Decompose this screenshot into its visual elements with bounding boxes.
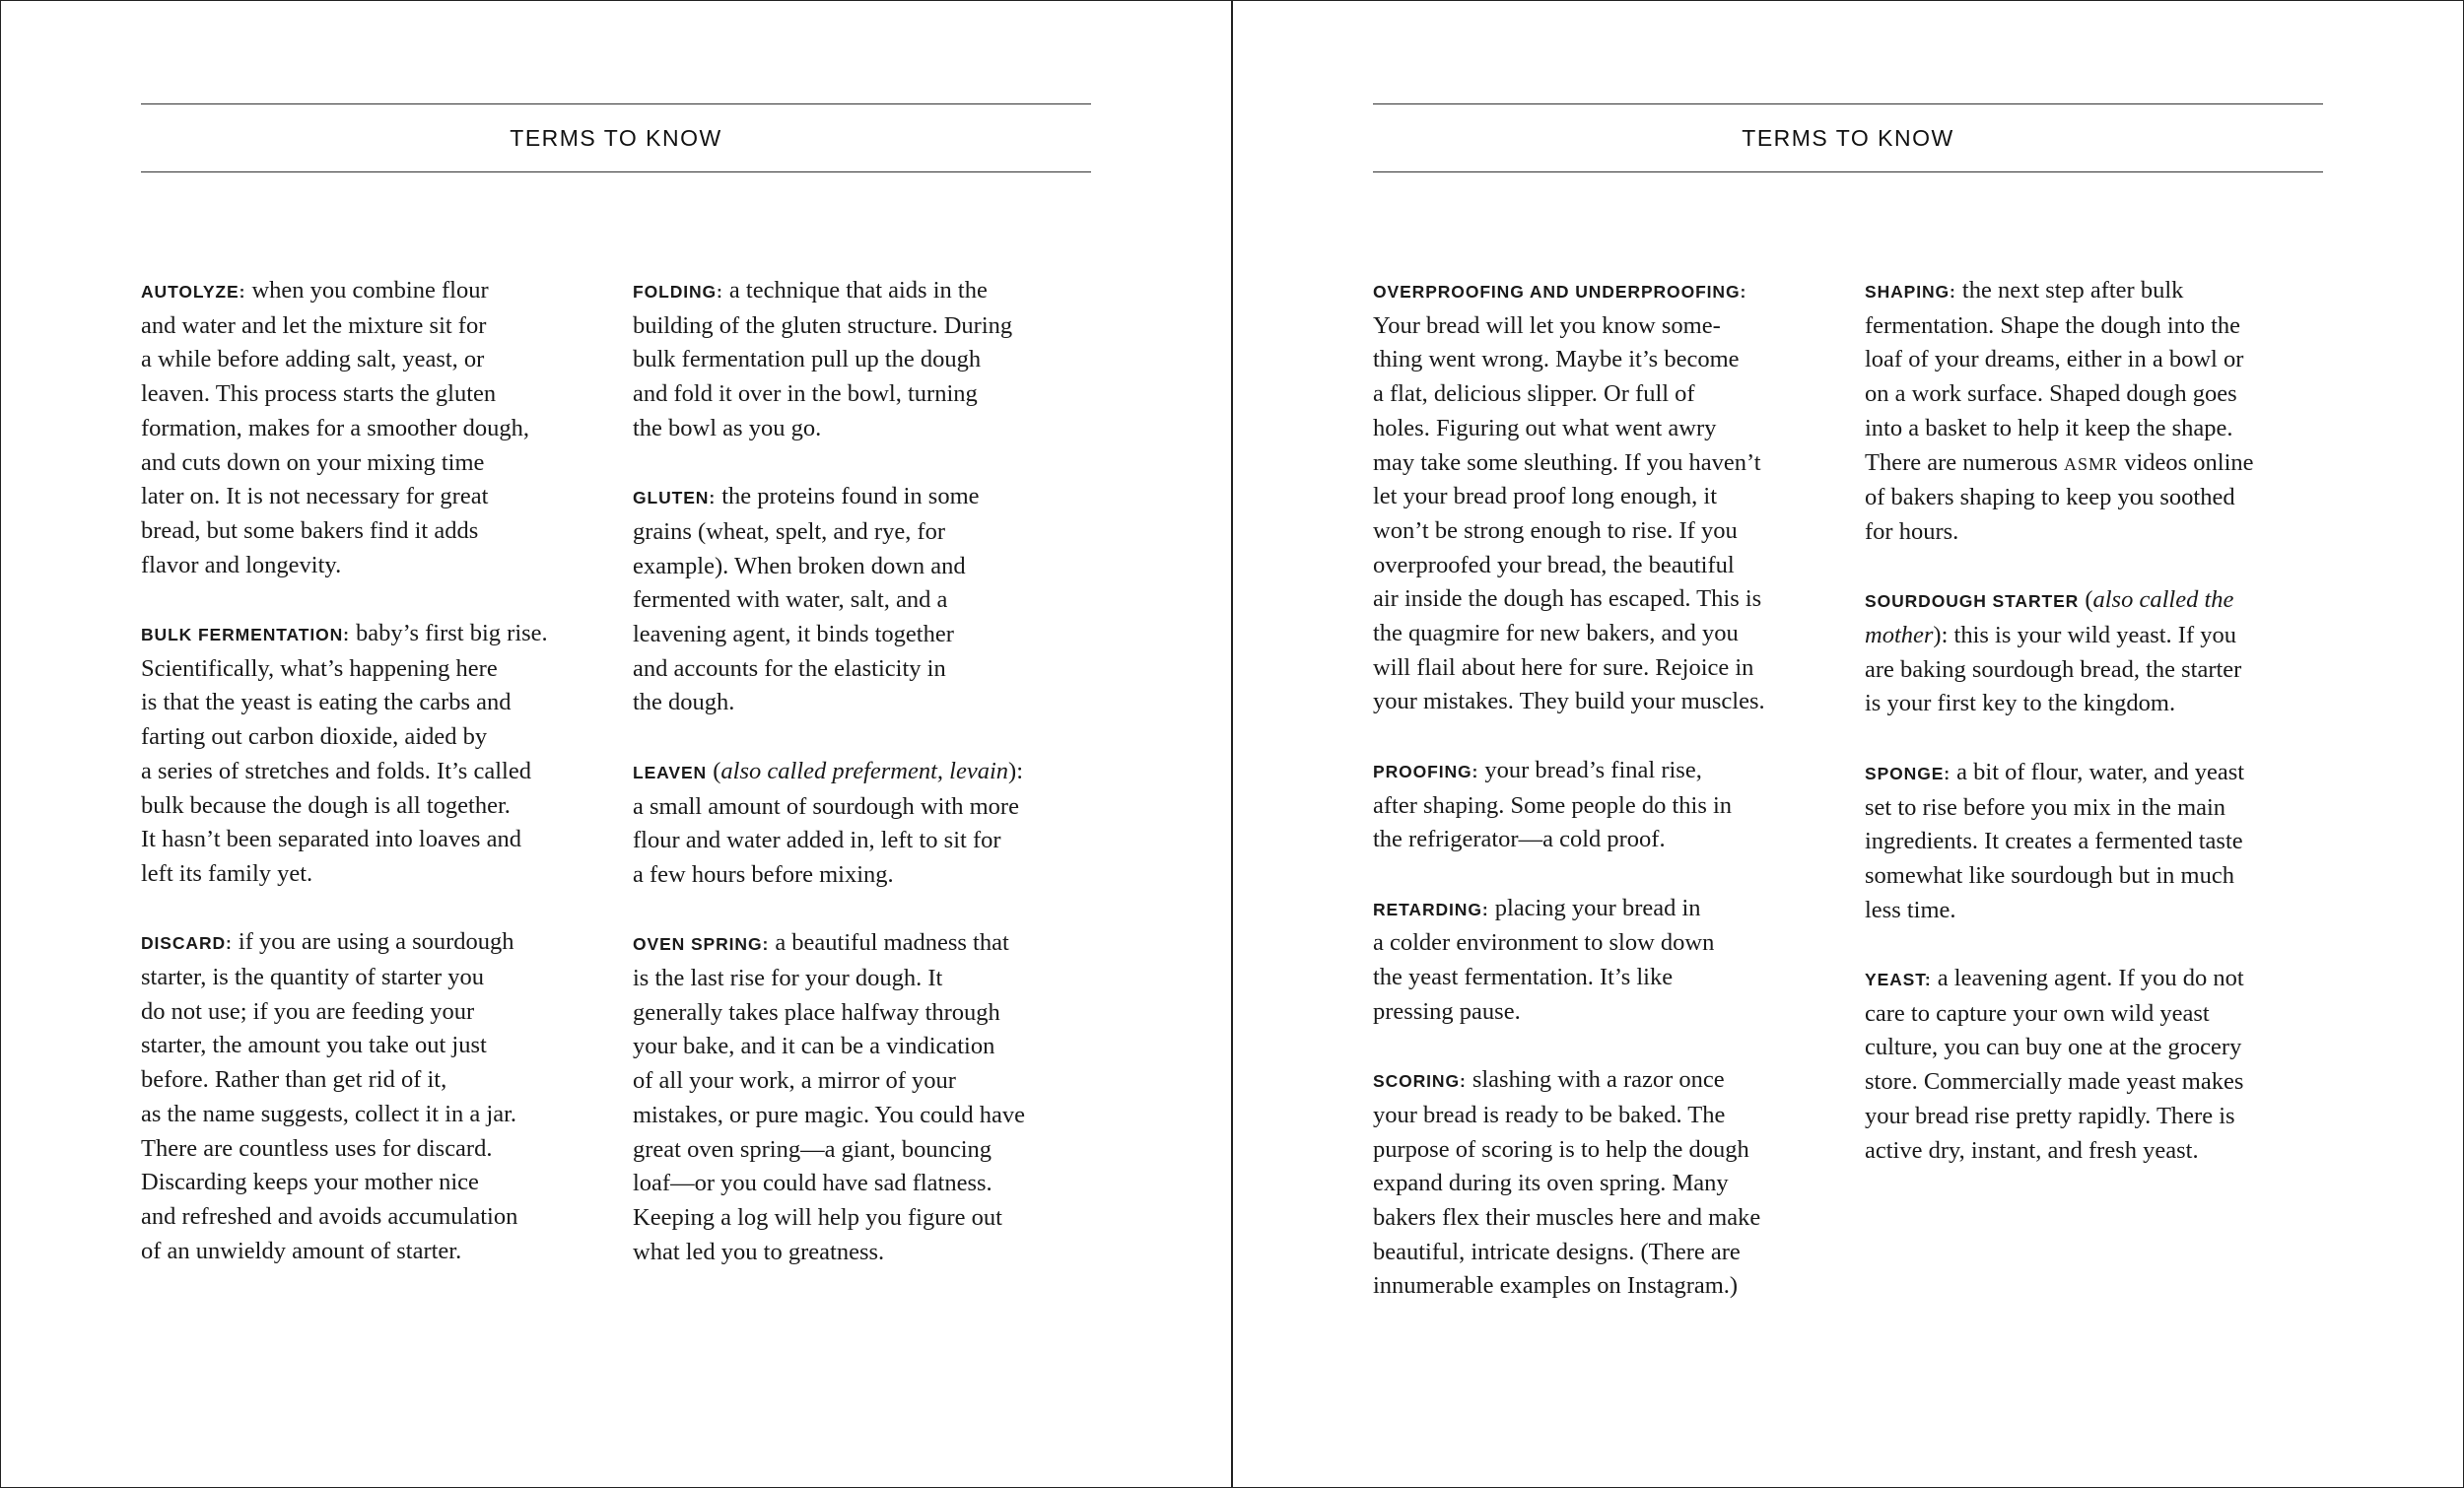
entry-autolyze bbox=[141, 274, 604, 582]
definition-line: bakers flex their muscles here and make bbox=[1373, 1203, 1761, 1231]
definition-line: a colder environment to slow down bbox=[1373, 929, 1715, 957]
definition-line: building of the gluten structure. During bbox=[633, 311, 1013, 339]
term-label: GLUTEN: bbox=[633, 488, 717, 508]
definition-line: fermentation. Shape the dough into the bbox=[1865, 311, 2241, 339]
definition-text: baby’s first big rise. bbox=[349, 620, 548, 647]
definition-line: as the name suggests, collect it in a jar. bbox=[141, 1100, 517, 1127]
also-called-text: also called preferment, levain bbox=[720, 757, 1009, 784]
definition-line: and water and let the mixture sit for bbox=[141, 311, 487, 339]
definition-line: culture, you can buy one at the grocery bbox=[1865, 1034, 2242, 1061]
left-column-1 bbox=[141, 274, 604, 1303]
entry-line bbox=[633, 755, 1096, 790]
definition-line: later on. It is not necessary for great bbox=[141, 483, 489, 510]
definition-line: formation, makes for a smoother dough, bbox=[141, 414, 529, 441]
definition-line: left its family yet. bbox=[141, 859, 313, 887]
definition-line: beautiful, intricate designs. (There are bbox=[1373, 1238, 1741, 1265]
definition-line: starter, is the quantity of starter you bbox=[141, 964, 485, 991]
definition-line: example). When broken down and bbox=[633, 552, 966, 579]
definition-line: of an unwieldy amount of starter. bbox=[141, 1237, 462, 1264]
definition-line: purpose of scoring is to help the dough bbox=[1373, 1135, 1749, 1163]
definition-line: a flat, delicious slipper. Or full of bbox=[1373, 380, 1695, 408]
entry-line bbox=[633, 926, 1096, 962]
definition-text: when you combine flour bbox=[245, 277, 489, 304]
definition-line: a while before adding salt, yeast, or bbox=[141, 346, 485, 373]
definition-text: slashing with a razor once bbox=[1466, 1066, 1725, 1094]
asmr-pre-text: There are numerous bbox=[1865, 448, 2065, 476]
entry-sourdough-starter bbox=[1865, 583, 2328, 721]
definition-line: innumerable examples on Instagram.) bbox=[1373, 1272, 1739, 1300]
entry-line bbox=[1865, 962, 2328, 997]
entry-line bbox=[141, 617, 604, 652]
right-page-header bbox=[1373, 103, 2323, 172]
definition-line: on a work surface. Shaped dough goes bbox=[1865, 380, 2237, 408]
entry-line bbox=[1865, 756, 2328, 791]
term-label: YEAST: bbox=[1865, 970, 1932, 990]
entry-discard bbox=[141, 925, 604, 1268]
definition-line: your bread is ready to be baked. The bbox=[1373, 1101, 1726, 1128]
definition-line: are baking sourdough bread, the starter bbox=[1865, 655, 2242, 683]
definition-line: before. Rather than get rid of it, bbox=[141, 1066, 447, 1094]
aka-close: ): bbox=[1008, 757, 1024, 784]
definition-line: do not use; if you are feeding your bbox=[141, 997, 475, 1025]
definition-text: a technique that aids in the bbox=[722, 277, 988, 304]
definition-line: fermented with water, salt, and a bbox=[633, 586, 948, 614]
definition-line: flavor and longevity. bbox=[141, 551, 342, 578]
definition-text: the proteins found in some bbox=[716, 483, 980, 510]
definition-line bbox=[1865, 446, 2328, 482]
definition-line: is the last rise for your dough. It bbox=[633, 965, 943, 992]
left-page-header bbox=[141, 103, 1091, 172]
definition-line: Scientifically, what’s happening here bbox=[141, 654, 498, 682]
term-label: SOURDOUGH STARTER bbox=[1865, 591, 2080, 612]
left-column-2 bbox=[633, 274, 1096, 1304]
also-called-text-2: mother bbox=[1865, 622, 1934, 649]
definition-line: overproofed your bread, the beautiful bbox=[1373, 551, 1735, 578]
definition-line: of all your work, a mirror of your bbox=[633, 1067, 956, 1095]
definition-line: your mistakes. They build your muscles. bbox=[1373, 688, 1765, 715]
definition-line: air inside the dough has escaped. This is bbox=[1373, 585, 1762, 613]
definition-line: is that the yeast is eating the carbs and bbox=[141, 689, 512, 716]
entry-gluten bbox=[633, 480, 1096, 720]
definition-line: ingredients. It creates a fermented taste bbox=[1865, 828, 2243, 855]
definition-line: and fold it over in the bowl, turning bbox=[633, 380, 978, 408]
term-label: AUTOLYZE: bbox=[141, 282, 246, 302]
right-column-2 bbox=[1865, 274, 2328, 1202]
term-label: OVEN SPRING: bbox=[633, 934, 770, 955]
aka-open: ( bbox=[707, 757, 721, 784]
definition-line: It hasn’t been separated into loaves and bbox=[141, 826, 521, 853]
definition-line: thing went wrong. Maybe it’s become bbox=[1373, 346, 1740, 373]
entry-leaven bbox=[633, 755, 1096, 893]
definition-line: your bread rise pretty rapidly. There is bbox=[1865, 1102, 2235, 1129]
definition-line: a small amount of sourdough with more bbox=[633, 792, 1019, 820]
entry-folding bbox=[633, 274, 1096, 446]
entry-bulk-fermentation bbox=[141, 617, 604, 892]
definition-line: into a basket to help it keep the shape. bbox=[1865, 414, 2233, 441]
entry-line bbox=[633, 274, 1096, 309]
term-label: DISCARD: bbox=[141, 933, 233, 954]
entry-line bbox=[633, 480, 1096, 515]
definition-line: leaven. This process starts the gluten bbox=[141, 380, 497, 408]
definition-line: will flail about here for sure. Rejoice in bbox=[1373, 653, 1754, 681]
aka-close: ): this is your wild yeast. If you bbox=[1933, 622, 2236, 649]
entry-line bbox=[1373, 274, 1836, 309]
definition-line: the bowl as you go. bbox=[633, 414, 822, 441]
definition-line: active dry, instant, and fresh yeast. bbox=[1865, 1136, 2199, 1164]
definition-text: placing your bread in bbox=[1488, 894, 1701, 921]
definition-line: store. Commercially made yeast makes bbox=[1865, 1068, 2244, 1096]
entry-line bbox=[141, 925, 604, 961]
term-label: SPONGE: bbox=[1865, 763, 1951, 783]
definition-text: the next step after bulk bbox=[1955, 277, 2184, 304]
definition-line: pressing pause. bbox=[1373, 997, 1521, 1025]
definition-line: set to rise before you mix in the main bbox=[1865, 793, 2226, 821]
definition-line: and accounts for the elasticity in bbox=[633, 654, 946, 682]
aka-open: ( bbox=[2079, 586, 2093, 614]
definition-text: a beautiful madness that bbox=[769, 929, 1009, 957]
definition-line: grains (wheat, spelt, and rye, for bbox=[633, 517, 946, 545]
definition-line: bulk fermentation pull up the dough bbox=[633, 346, 982, 373]
definition-line: Discarding keeps your mother nice bbox=[141, 1169, 479, 1196]
definition-line: the refrigerator—a cold proof. bbox=[1373, 826, 1666, 853]
term-label: SHAPING: bbox=[1865, 282, 1956, 302]
definition-line: is your first key to the kingdom. bbox=[1865, 690, 2176, 717]
term-label: OVERPROOFING AND UNDERPROOFING: bbox=[1373, 282, 1747, 302]
definition-text: if you are using a sourdough bbox=[232, 928, 514, 956]
left-page bbox=[0, 0, 1231, 1488]
definition-line: the dough. bbox=[633, 689, 735, 716]
definition-line: leavening agent, it binds together bbox=[633, 621, 954, 648]
entry-line bbox=[1373, 892, 1836, 927]
definition-line: Your bread will let you know some- bbox=[1373, 311, 1721, 339]
entry-sponge bbox=[1865, 756, 2328, 928]
definition-line: your bake, and it can be a vindication bbox=[633, 1033, 995, 1060]
definition-line: starter, the amount you take out just bbox=[141, 1032, 487, 1059]
definition-line: loaf—or you could have sad flatness. bbox=[633, 1170, 992, 1197]
definition-line: generally takes place halfway through bbox=[633, 998, 1000, 1026]
definition-line: holes. Figuring out what went awry bbox=[1373, 414, 1717, 441]
definition-line bbox=[1865, 619, 2328, 653]
asmr-acronym: ASMR bbox=[2064, 453, 2119, 474]
entry-line bbox=[1865, 583, 2328, 619]
entry-yeast bbox=[1865, 962, 2328, 1168]
entry-line bbox=[1373, 1063, 1836, 1099]
definition-line: loaf of your dreams, either in a bowl or bbox=[1865, 346, 2244, 373]
entry-shaping bbox=[1865, 274, 2328, 550]
asmr-post-text: videos online bbox=[2118, 448, 2254, 476]
term-label: RETARDING: bbox=[1373, 899, 1489, 919]
definition-line: great oven spring—a giant, bouncing bbox=[633, 1135, 992, 1163]
definition-line: flour and water added in, left to sit for bbox=[633, 827, 1001, 854]
entry-overproofing bbox=[1373, 274, 1836, 719]
definition-line: the yeast fermentation. It’s like bbox=[1373, 964, 1674, 991]
term-label: LEAVEN bbox=[633, 762, 708, 782]
definition-line: bulk because the dough is all together. bbox=[141, 791, 511, 819]
entry-proofing bbox=[1373, 754, 1836, 857]
entry-line bbox=[141, 274, 604, 309]
definition-line: and refreshed and avoids accumulation bbox=[141, 1202, 518, 1230]
definition-line: mistakes, or pure magic. You could have bbox=[633, 1101, 1026, 1128]
right-page bbox=[1233, 0, 2464, 1488]
definition-line: less time. bbox=[1865, 896, 1956, 923]
also-called-text: also called the bbox=[2092, 586, 2234, 614]
definition-line: for hours. bbox=[1865, 517, 1959, 545]
definition-line: may take some sleuthing. If you haven’t bbox=[1373, 448, 1761, 476]
definition-line: a few hours before mixing. bbox=[633, 860, 894, 888]
definition-line: of bakers shaping to keep you soothed bbox=[1865, 484, 2235, 511]
definition-line: let your bread proof long enough, it bbox=[1373, 483, 1718, 510]
left-page-title: TERMS TO KNOW bbox=[510, 124, 722, 151]
right-page-title: TERMS TO KNOW bbox=[1742, 124, 1954, 151]
definition-text: a bit of flour, water, and yeast bbox=[1951, 758, 2245, 785]
term-label: SCORING: bbox=[1373, 1071, 1467, 1092]
entry-scoring bbox=[1373, 1063, 1836, 1304]
term-label: BULK FERMENTATION: bbox=[141, 625, 350, 645]
right-column-1 bbox=[1373, 274, 1836, 1338]
definition-text: a leavening agent. If you do not bbox=[1931, 965, 2244, 992]
definition-line: after shaping. Some people do this in bbox=[1373, 791, 1733, 819]
definition-line: Keeping a log will help you figure out bbox=[633, 1203, 1002, 1231]
entry-line bbox=[1373, 754, 1836, 789]
definition-line: farting out carbon dioxide, aided by bbox=[141, 723, 488, 751]
entry-oven-spring bbox=[633, 926, 1096, 1269]
definition-text: your bread’s final rise, bbox=[1478, 756, 1702, 783]
term-label: PROOFING: bbox=[1373, 761, 1479, 781]
definition-line: a series of stretches and folds. It’s called bbox=[141, 757, 531, 784]
definition-line: There are countless uses for discard. bbox=[141, 1134, 493, 1162]
definition-line: expand during its oven spring. Many bbox=[1373, 1170, 1729, 1197]
definition-line: won’t be strong enough to rise. If you bbox=[1373, 516, 1738, 544]
definition-line: and cuts down on your mixing time bbox=[141, 448, 485, 476]
definition-line: what led you to greatness. bbox=[633, 1238, 885, 1265]
entry-retarding bbox=[1373, 892, 1836, 1030]
definition-line: bread, but some bakers find it adds bbox=[141, 516, 479, 544]
term-label: FOLDING: bbox=[633, 282, 723, 302]
definition-line: somewhat like sourdough but in much bbox=[1865, 861, 2234, 889]
definition-line: the quagmire for new bakers, and you bbox=[1373, 620, 1739, 647]
definition-line: care to capture your own wild yeast bbox=[1865, 999, 2210, 1027]
entry-line bbox=[1865, 274, 2328, 309]
